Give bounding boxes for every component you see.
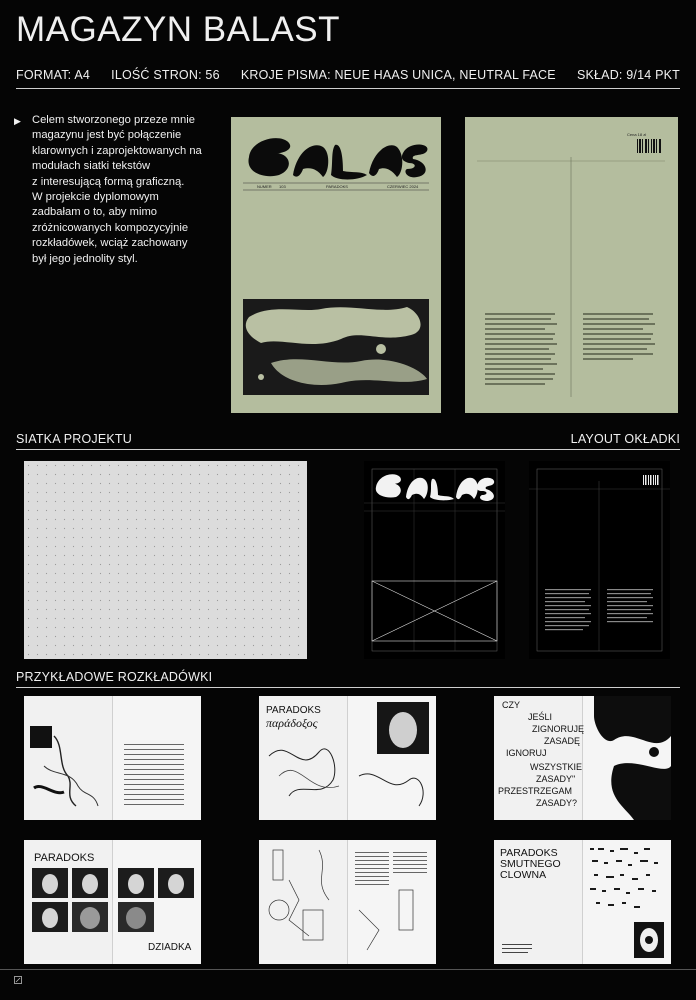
spread-1 <box>24 696 201 820</box>
front-cover-mockup <box>231 117 441 413</box>
project-grid-image <box>24 461 307 659</box>
spread-3-word: WSZYSTKIE <box>530 762 583 772</box>
spread-6-title-line: PARADOKS <box>500 847 558 859</box>
spec-fonts: KROJE PISMA: NEUE HAAS UNICA, NEUTRAL FACE <box>240 68 556 82</box>
spread-6-title-line: CLOWNA <box>500 869 547 881</box>
back-cover-mockup <box>465 117 678 413</box>
intro-line: zadbałam o to, aby mimo <box>32 206 157 219</box>
spread-2 <box>259 696 436 820</box>
spread-3-word: JEŚLI <box>528 712 553 722</box>
footer-logo-icon <box>14 976 22 984</box>
spread-2-art <box>259 696 436 820</box>
spread-3-word: PRZESTRZEGAM <box>498 786 573 796</box>
spread-5 <box>259 840 436 964</box>
intro-line: z interesującą formą graficzną. <box>32 175 185 188</box>
intro-line: zróżnicowanych kompozycyjnie <box>32 221 189 234</box>
spec-typesetting: SKŁAD: 9/14 PKT <box>576 68 680 82</box>
cover-info-date: CZERWIEC 2024 <box>387 184 419 189</box>
bullet-arrow-icon: ▶ <box>14 116 21 126</box>
footer-divider <box>0 969 696 970</box>
spread-3-word: IGNORUJ <box>506 748 547 758</box>
spread-1-art <box>24 696 201 820</box>
spread-3-word: ZASADĘ <box>544 736 581 746</box>
cover-info-issue: 103 <box>279 184 286 189</box>
spread-3-word: ZASADY" <box>536 774 576 784</box>
back-cover-art <box>465 117 678 413</box>
spread-3-word: CZY <box>502 700 520 710</box>
spread-5-art <box>259 840 436 964</box>
cover-art <box>231 117 441 413</box>
spec-pages: ILOŚĆ STRON: 56 <box>111 68 220 82</box>
section-grid-label: SIATKA PROJEKTU <box>16 432 132 446</box>
spread-3-word: ZIGNORUJĘ <box>532 724 585 734</box>
intro-text <box>16 113 216 267</box>
section-cover-layout-label: LAYOUT OKŁADKI <box>570 432 680 446</box>
spread-6 <box>494 840 671 964</box>
spread-6-title-line: SMUTNEGO <box>500 858 561 870</box>
intro-line: był jego jednolity styl. <box>32 252 138 265</box>
section-divider <box>16 687 680 688</box>
intro-line: W projekcie dyplomowym <box>32 191 159 204</box>
spread-4-caption: DZIADKA <box>148 942 192 953</box>
page-title: MAGAZYN BALAST <box>16 10 341 49</box>
section-spreads-label: PRZYKŁADOWE ROZKŁADÓWKI <box>16 670 213 684</box>
intro-line: magazynu jest być połączenie <box>32 129 182 142</box>
section-divider <box>16 449 680 450</box>
front-cover-layout <box>364 461 505 659</box>
spread-3 <box>494 696 671 820</box>
grid-dots <box>24 461 307 659</box>
spread-3-word: ZASADY? <box>536 798 578 808</box>
intro-line: modułach siatki tekstów <box>32 160 151 173</box>
intro-line: Celem stworzonego przeze mnie <box>32 114 195 126</box>
spread-2-title: PARADOKS <box>266 705 321 716</box>
cover-info-number: NUMER <box>257 184 272 189</box>
front-layout-wireframe <box>364 461 505 659</box>
spread-4 <box>24 840 201 964</box>
header-divider <box>16 88 680 89</box>
cover-info-theme: PARADOKS <box>326 184 348 189</box>
spread-6-art <box>494 840 671 964</box>
barcode-icon <box>637 139 661 153</box>
specs-bar <box>16 68 680 82</box>
intro-line: rozkładówek, wciąż zachowany <box>32 237 188 250</box>
spread-4-title: PARADOKS <box>34 852 95 864</box>
spread-2-greek: παράδοξος <box>266 716 318 730</box>
cover-price: Cena 18 zł <box>627 132 647 137</box>
intro-line: klarownych i zaprojektowanych na <box>32 144 202 157</box>
back-cover-layout <box>529 461 670 659</box>
back-layout-wireframe <box>529 461 670 659</box>
spec-format: FORMAT: A4 <box>16 68 91 82</box>
spread-3-art <box>494 696 671 820</box>
